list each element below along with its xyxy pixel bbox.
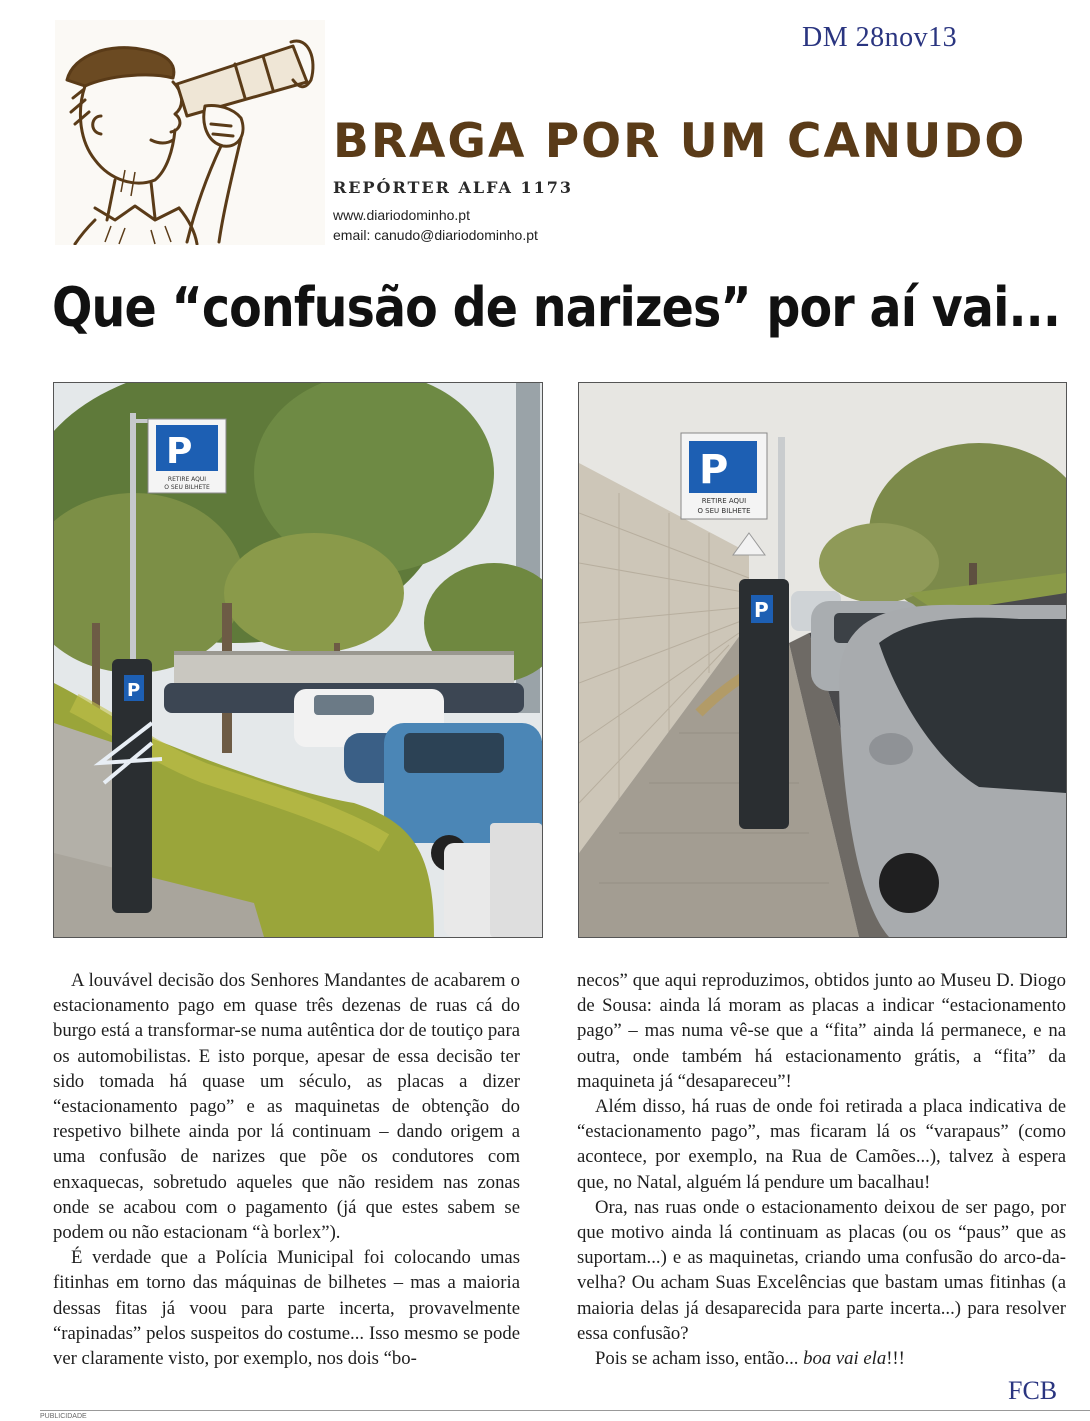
article-paragraph: É verdade que a Polícia Municipal foi colocando umas fitinhas em torno das máquinas de bilhetes – mas a maioria dessas fitas já voou para parte incerta, provavelmente “rapinadas” pelos suspeitos do costume... Isso mesmo se pode ver claramente visto, por exemplo, nos dois “bo- (53, 1247, 520, 1370)
closing-italic: boa vai ela (803, 1348, 887, 1370)
right-meter-letter: P (754, 598, 769, 622)
article-column-left (53, 968, 520, 1371)
date-tag: DM 28nov13 (802, 22, 958, 53)
article-headline: Que “confusão de narizes” por aí vai... (52, 276, 1060, 339)
footer-label: PUBLICIDADE (40, 1413, 87, 1420)
article-closing-paragraph (577, 1346, 1066, 1371)
right-sign-letter: P (699, 447, 729, 493)
footer-divider (40, 1410, 1090, 1411)
article-paragraph: A louvável decisão dos Senhores Mandantes de acabarem o estacionamento pago em quase três dezenas de ruas cá do burgo está a transformar-se numa autêntica dor de toutiço para os automobilistas. E isto porque, apesar de essa decisão ter sido tomada há quase um século, as placas a dizer “estacionamento pago” e as maquinetas de obtenção do respetivo bilhete ainda por lá continuam – dando origem a uma confusão de narizes que põe os condutores com enxaquecas, sobretudo aqueles que não residem nas zonas onde se acabou com o pagamento (já que estes sabem se podem ou não estacionam “à borlex”). (53, 970, 520, 1244)
left-sign-line1: RETIRE AQUI (167, 476, 207, 483)
article-column-right (577, 968, 1066, 1371)
telescope-cartoon-illustration (55, 20, 325, 245)
closing-tail: !!! (886, 1348, 905, 1370)
left-sign-letter: P (166, 431, 193, 472)
right-sign-line2: O SEU BILHETE (697, 507, 751, 515)
closing-lead: Pois se acham isso, então... (595, 1348, 804, 1370)
article-paragraph: Ora, nas ruas onde o estacionamento deixou de ser pago, por que motivo ainda lá continuam as placas (ou os “paus” que as suportam...) e as maquinetas, criando uma confusão do arco-da-velha? Ou acham Suas Excelências que bastam umas fitinhas (a maioria delas já desaparecida para parte incerta...) para resolver essa confusão? (577, 1196, 1066, 1344)
left-meter-letter: P (127, 680, 141, 701)
photo-parking-sign-without-tape (578, 382, 1067, 938)
article-paragraph: necos” que aqui reproduzimos, obtidos junto ao Museu D. Diogo de Sousa: ainda lá moram as placas a indicar “estacionamento pago” – mas numa vê-se que a “fita” ainda lá permanece, e na outra, onde também há estacionamento grátis, a “fita” da maquineta já “desapareceu”! (577, 970, 1066, 1092)
left-sign-line2: O SEU BILHETE (164, 484, 210, 491)
reporter-name: REPÓRTER ALFA 1173 (333, 178, 574, 197)
article-paragraph: Além disso, há ruas de onde foi retirada a placa indicativa de “estacionamento pago”, mas ficaram lá os “varapaus” (como acontece, por exemplo, na Rua de Camões...), talvez à espera que, no Natal, alguém lá pendure um bacalhau! (577, 1096, 1066, 1193)
author-signature: FCB (1008, 1376, 1058, 1405)
right-sign-line1: RETIRE AQUI (701, 497, 747, 505)
website-link[interactable]: www.diariodominho.pt (333, 207, 470, 223)
section-title: BRAGA POR UM CANUDO (333, 114, 1027, 169)
contact-email[interactable]: email: canudo@diariodominho.pt (333, 227, 538, 243)
photo-parking-meter-with-tape (53, 382, 543, 938)
